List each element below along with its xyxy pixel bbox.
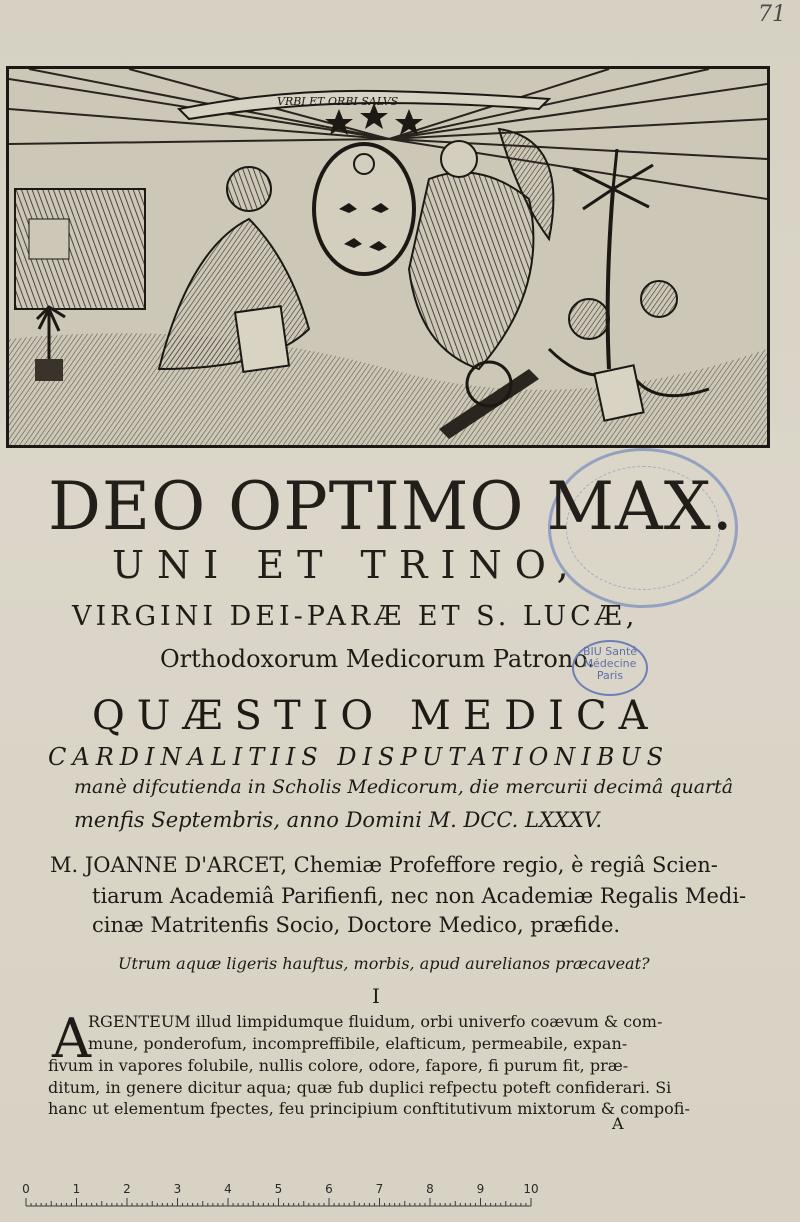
body-line-1: RGENTEUM illud limpidumque fluidum, orbi univerfo coævum & com- xyxy=(88,1012,663,1031)
ruler-label: 9 xyxy=(476,1182,485,1196)
body-line-2: mune, ponderofum, incompreffibile, elafticum, permeabile, expan- xyxy=(88,1034,628,1053)
ruler-label: 1 xyxy=(72,1182,81,1196)
body-line-3: fivum in vapores folubile, nullis colore, odore, fapore, fi purum fit, præ- xyxy=(48,1056,629,1075)
woodcut-banner-text: VRBI ET ORBI SALVS xyxy=(277,95,399,108)
heading: QUÆSTIO MEDICA xyxy=(92,693,660,739)
title-line-1: DEO OPTIMO MAX. xyxy=(48,468,734,545)
biu-sante-stamp: BIU Santé Médecine Paris xyxy=(572,640,648,696)
body-line-4: ditum, in genere dicitur aqua; quæ fub duplici refpectu poteft confiderari. Si xyxy=(48,1078,672,1097)
ruler-label: 0 xyxy=(22,1182,30,1196)
body-line-5: hanc ut elementum fpectes, feu principium conftitutivum mixtorum & compofi- xyxy=(48,1099,690,1118)
question: Utrum aquæ ligeris hauftus, morbis, apud aurelianos præcaveat? xyxy=(118,954,650,973)
ruler-label: 4 xyxy=(224,1182,232,1196)
ruler-label: 7 xyxy=(375,1182,384,1196)
ruler-label: 3 xyxy=(173,1182,182,1196)
ruler-label: 5 xyxy=(274,1182,283,1196)
ruler-label: 8 xyxy=(426,1182,434,1196)
subheading-line-3: menfis Septembris, anno Domini M. DCC. LXXXV. xyxy=(74,808,602,832)
title-line-3: VIRGINI DEI-PARÆ ET S. LUCÆ, xyxy=(72,601,639,632)
woodcut-illustration xyxy=(6,66,770,448)
ruler-label: 2 xyxy=(123,1182,131,1196)
ruler-label: 10 xyxy=(523,1182,539,1196)
scale-ruler xyxy=(20,1180,540,1212)
page-number: 71 xyxy=(758,2,786,27)
section-number: I xyxy=(372,984,380,1008)
title-line-4: Orthodoxorum Medicorum Patrono. xyxy=(160,645,595,673)
signature-mark: A xyxy=(612,1114,624,1133)
title-line-2: UNI ET TRINO, xyxy=(112,543,582,587)
ruler-label: 6 xyxy=(325,1182,333,1196)
woodcut-drawing xyxy=(9,69,767,445)
praeses-line-3: cinæ Matritenfis Socio, Doctore Medico, præfide. xyxy=(92,913,621,937)
praeses-line-2: tiarum Academiâ Parifienfi, nec non Academiæ Regalis Medi- xyxy=(92,884,747,908)
subheading-line-1: CARDINALITIIS DISPUTATIONIBUS xyxy=(48,743,670,771)
drop-cap: A xyxy=(52,1007,91,1070)
subheading-line-2: manè difcutienda in Scholis Medicorum, die mercurii decimâ quartâ xyxy=(74,776,734,798)
praeses-line-1: M. JOANNE D'ARCET, Chemiæ Profeffore regio, è regiâ Scien- xyxy=(50,853,718,877)
